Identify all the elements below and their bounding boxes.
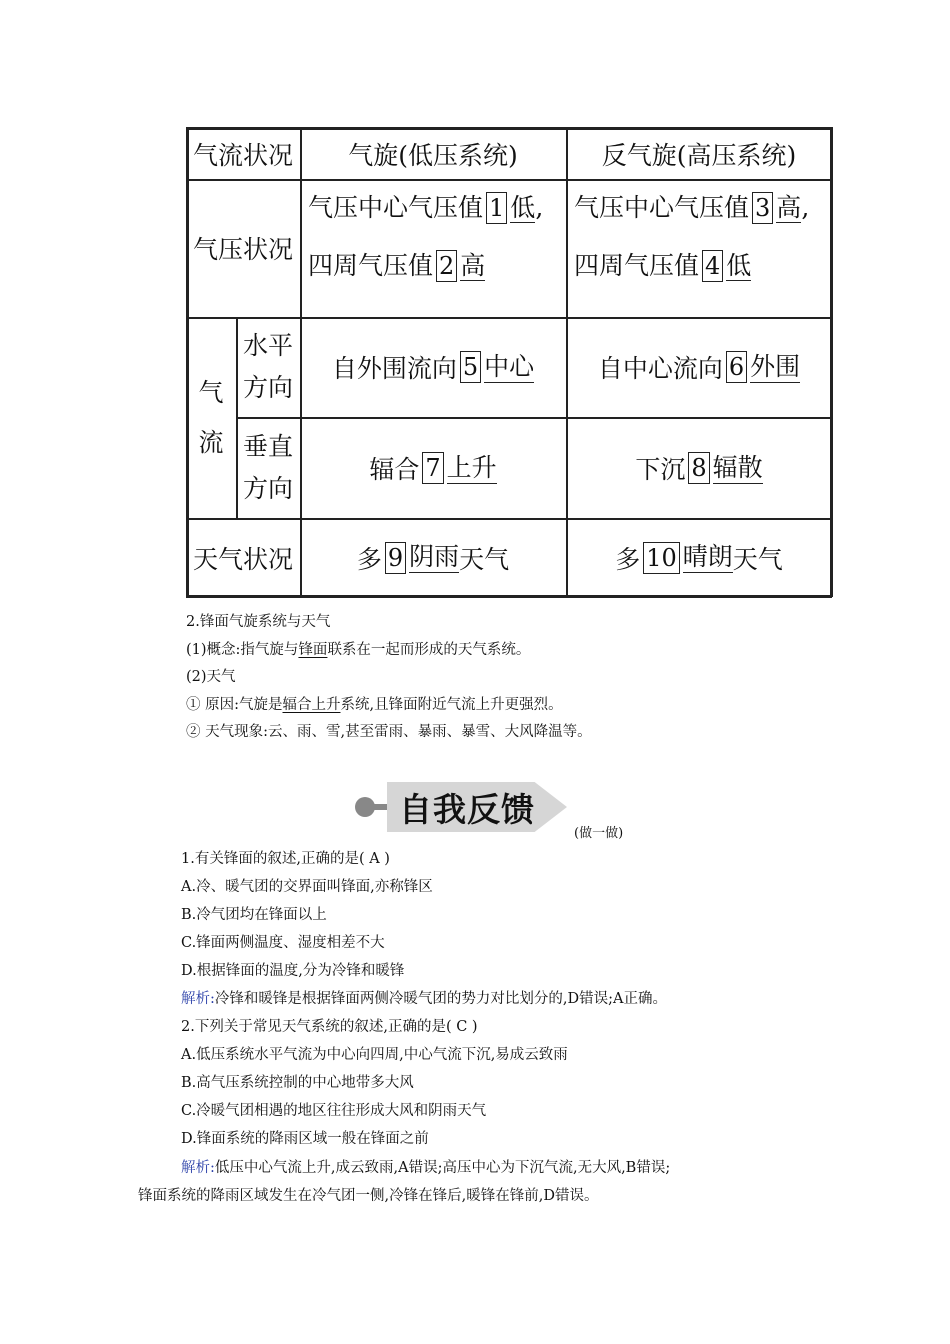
banner-subtitle: (做一做) bbox=[574, 826, 624, 841]
answer-text: 低 bbox=[726, 251, 752, 280]
header-airflow-condition bbox=[186, 127, 300, 180]
weather-label bbox=[186, 519, 300, 596]
horizontal-direction-label bbox=[236, 317, 300, 417]
analysis-label: 解析: bbox=[181, 991, 215, 1007]
cell-text: 下沉 bbox=[635, 455, 686, 484]
blank-number: 1 bbox=[486, 192, 507, 224]
answer-text: 阴雨 bbox=[409, 542, 460, 571]
cyclone-anticyclone-table bbox=[186, 127, 832, 597]
section2-title: 2.锋面气旋系统与天气 bbox=[186, 614, 331, 630]
header-text: 反气旋(高压系统) bbox=[601, 140, 797, 170]
text: 联系在一起而形成的天气系统。 bbox=[327, 642, 531, 658]
q1-option-c: C.锋面两侧温度、湿度相差不大 bbox=[181, 935, 385, 951]
cell-text: 四周气压值 bbox=[308, 251, 434, 280]
underlined-term: 辐合上升 bbox=[282, 697, 341, 713]
banner-dot-icon bbox=[355, 797, 375, 817]
text: ① 原因:气旋是 bbox=[186, 697, 283, 713]
blank-number: 3 bbox=[752, 192, 773, 224]
analysis-label: 解析: bbox=[181, 1160, 215, 1176]
answer-text: 晴朗 bbox=[682, 542, 733, 571]
weather-subtitle: (2)天气 bbox=[186, 669, 236, 685]
vertical-direction-label bbox=[236, 418, 300, 518]
answer-text: 上升 bbox=[446, 452, 497, 482]
cell-text: 气压中心气压值 bbox=[308, 193, 484, 222]
weather-cyclone-cell bbox=[300, 519, 566, 596]
header-anticyclone bbox=[566, 127, 832, 180]
q1-option-a: A.冷、暖气团的交界面叫锋面,亦称锋区 bbox=[181, 879, 433, 895]
banner-title: 自我反馈 bbox=[399, 790, 535, 829]
vertical-anticyclone-cell bbox=[566, 418, 832, 518]
q1-stem: 1.有关锋面的叙述,正确的是( A ) bbox=[181, 851, 390, 867]
concept-line bbox=[186, 639, 530, 661]
cell-text: 自中心流向 bbox=[597, 354, 723, 383]
row-label-text: 流 bbox=[198, 427, 224, 457]
cell-text: 自外围流向 bbox=[331, 354, 457, 383]
row-label-text: 方向 bbox=[242, 474, 293, 503]
header-text: 气旋(低压系统) bbox=[348, 140, 518, 170]
horizontal-cyclone-cell bbox=[300, 317, 566, 417]
header-text: 气流状况 bbox=[192, 140, 293, 170]
blank-number: 6 bbox=[726, 351, 747, 383]
weather-anticyclone-cell bbox=[566, 519, 832, 596]
cell-text: , bbox=[801, 193, 810, 222]
answer-text: 高 bbox=[460, 251, 486, 280]
blank-number: 10 bbox=[643, 542, 680, 574]
q2-analysis-line1 bbox=[181, 1157, 670, 1179]
text: 系统,且锋面附近气流上升更强烈。 bbox=[340, 697, 563, 713]
cell-text: 辐合 bbox=[369, 455, 420, 484]
analysis-text: 冷锋和暖锋是根据锋面两侧冷暖气团的势力对比划分的,D错误;A正确。 bbox=[214, 991, 667, 1007]
answer-text: 低 bbox=[510, 193, 536, 222]
pressure-line bbox=[308, 237, 485, 295]
answer-text: 外围 bbox=[750, 351, 801, 381]
blank-number: 4 bbox=[702, 250, 723, 282]
cell-text: 多 bbox=[615, 544, 641, 574]
pressure-cyclone-cell bbox=[300, 179, 566, 317]
cell-text: , bbox=[535, 193, 544, 222]
q2-analysis-line2: 锋面系统的降雨区域发生在冷气团一侧,冷锋在锋后,暖锋在锋前,D错误。 bbox=[138, 1188, 599, 1204]
q1-option-d: D.根据锋面的温度,分为冷锋和暖锋 bbox=[181, 963, 405, 979]
row-label-text: 方向 bbox=[242, 373, 293, 402]
header-cyclone bbox=[300, 127, 566, 180]
row-label-text: 水平 bbox=[242, 331, 293, 360]
blank-number: 7 bbox=[422, 452, 443, 484]
q2-option-c: C.冷暖气团相遇的地区往往形成大风和阴雨天气 bbox=[181, 1103, 487, 1119]
airflow-label bbox=[186, 317, 236, 518]
pressure-line bbox=[308, 179, 543, 237]
answer-text: 中心 bbox=[484, 351, 535, 381]
pressure-line bbox=[574, 237, 751, 295]
q2-option-a: A.低压系统水平气流为中心向四周,中心气流下沉,易成云致雨 bbox=[181, 1047, 568, 1063]
cell-text: 气压中心气压值 bbox=[574, 193, 750, 222]
row-label-text: 天气状况 bbox=[192, 544, 293, 574]
cell-text: 多 bbox=[356, 544, 382, 574]
answer-text: 辐散 bbox=[712, 452, 763, 482]
blank-number: 2 bbox=[436, 250, 457, 282]
self-feedback-banner bbox=[355, 782, 570, 834]
pressure-anticyclone-cell bbox=[566, 179, 832, 317]
blank-number: 5 bbox=[460, 351, 481, 383]
cell-text: 天气 bbox=[459, 544, 510, 574]
pressure-line bbox=[574, 179, 809, 237]
q2-stem: 2.下列关于常见天气系统的叙述,正确的是( C ) bbox=[181, 1019, 478, 1035]
q2-option-b: B.高气压系统控制的中心地带多大风 bbox=[181, 1075, 414, 1091]
row-label-text: 气 bbox=[198, 377, 224, 407]
analysis-text: 低压中心气流上升,成云致雨,A错误;高压中心为下沉气流,无大风,B错误; bbox=[214, 1160, 671, 1176]
pressure-label bbox=[186, 179, 300, 317]
cell-text: 四周气压值 bbox=[574, 251, 700, 280]
horizontal-anticyclone-cell bbox=[566, 317, 832, 417]
answer-text: 高 bbox=[776, 193, 802, 222]
underlined-term: 锋面 bbox=[298, 642, 328, 658]
cell-text: 天气 bbox=[732, 544, 783, 574]
q1-option-b: B.冷气团均在锋面以上 bbox=[181, 907, 327, 923]
vertical-cyclone-cell bbox=[300, 418, 566, 518]
reason-line bbox=[186, 694, 563, 716]
blank-number: 8 bbox=[688, 452, 709, 484]
q2-option-d: D.锋面系统的降雨区域一般在锋面之前 bbox=[181, 1131, 429, 1147]
text: (1)概念:指气旋与 bbox=[186, 642, 299, 658]
phenomena-line: ② 天气现象:云、雨、雪,甚至雷雨、暴雨、暴雪、大风降温等。 bbox=[186, 724, 592, 740]
blank-number: 9 bbox=[385, 542, 406, 574]
row-label-text: 垂直 bbox=[242, 432, 293, 461]
q1-analysis bbox=[181, 988, 667, 1010]
row-label-text: 气压状况 bbox=[192, 235, 293, 264]
